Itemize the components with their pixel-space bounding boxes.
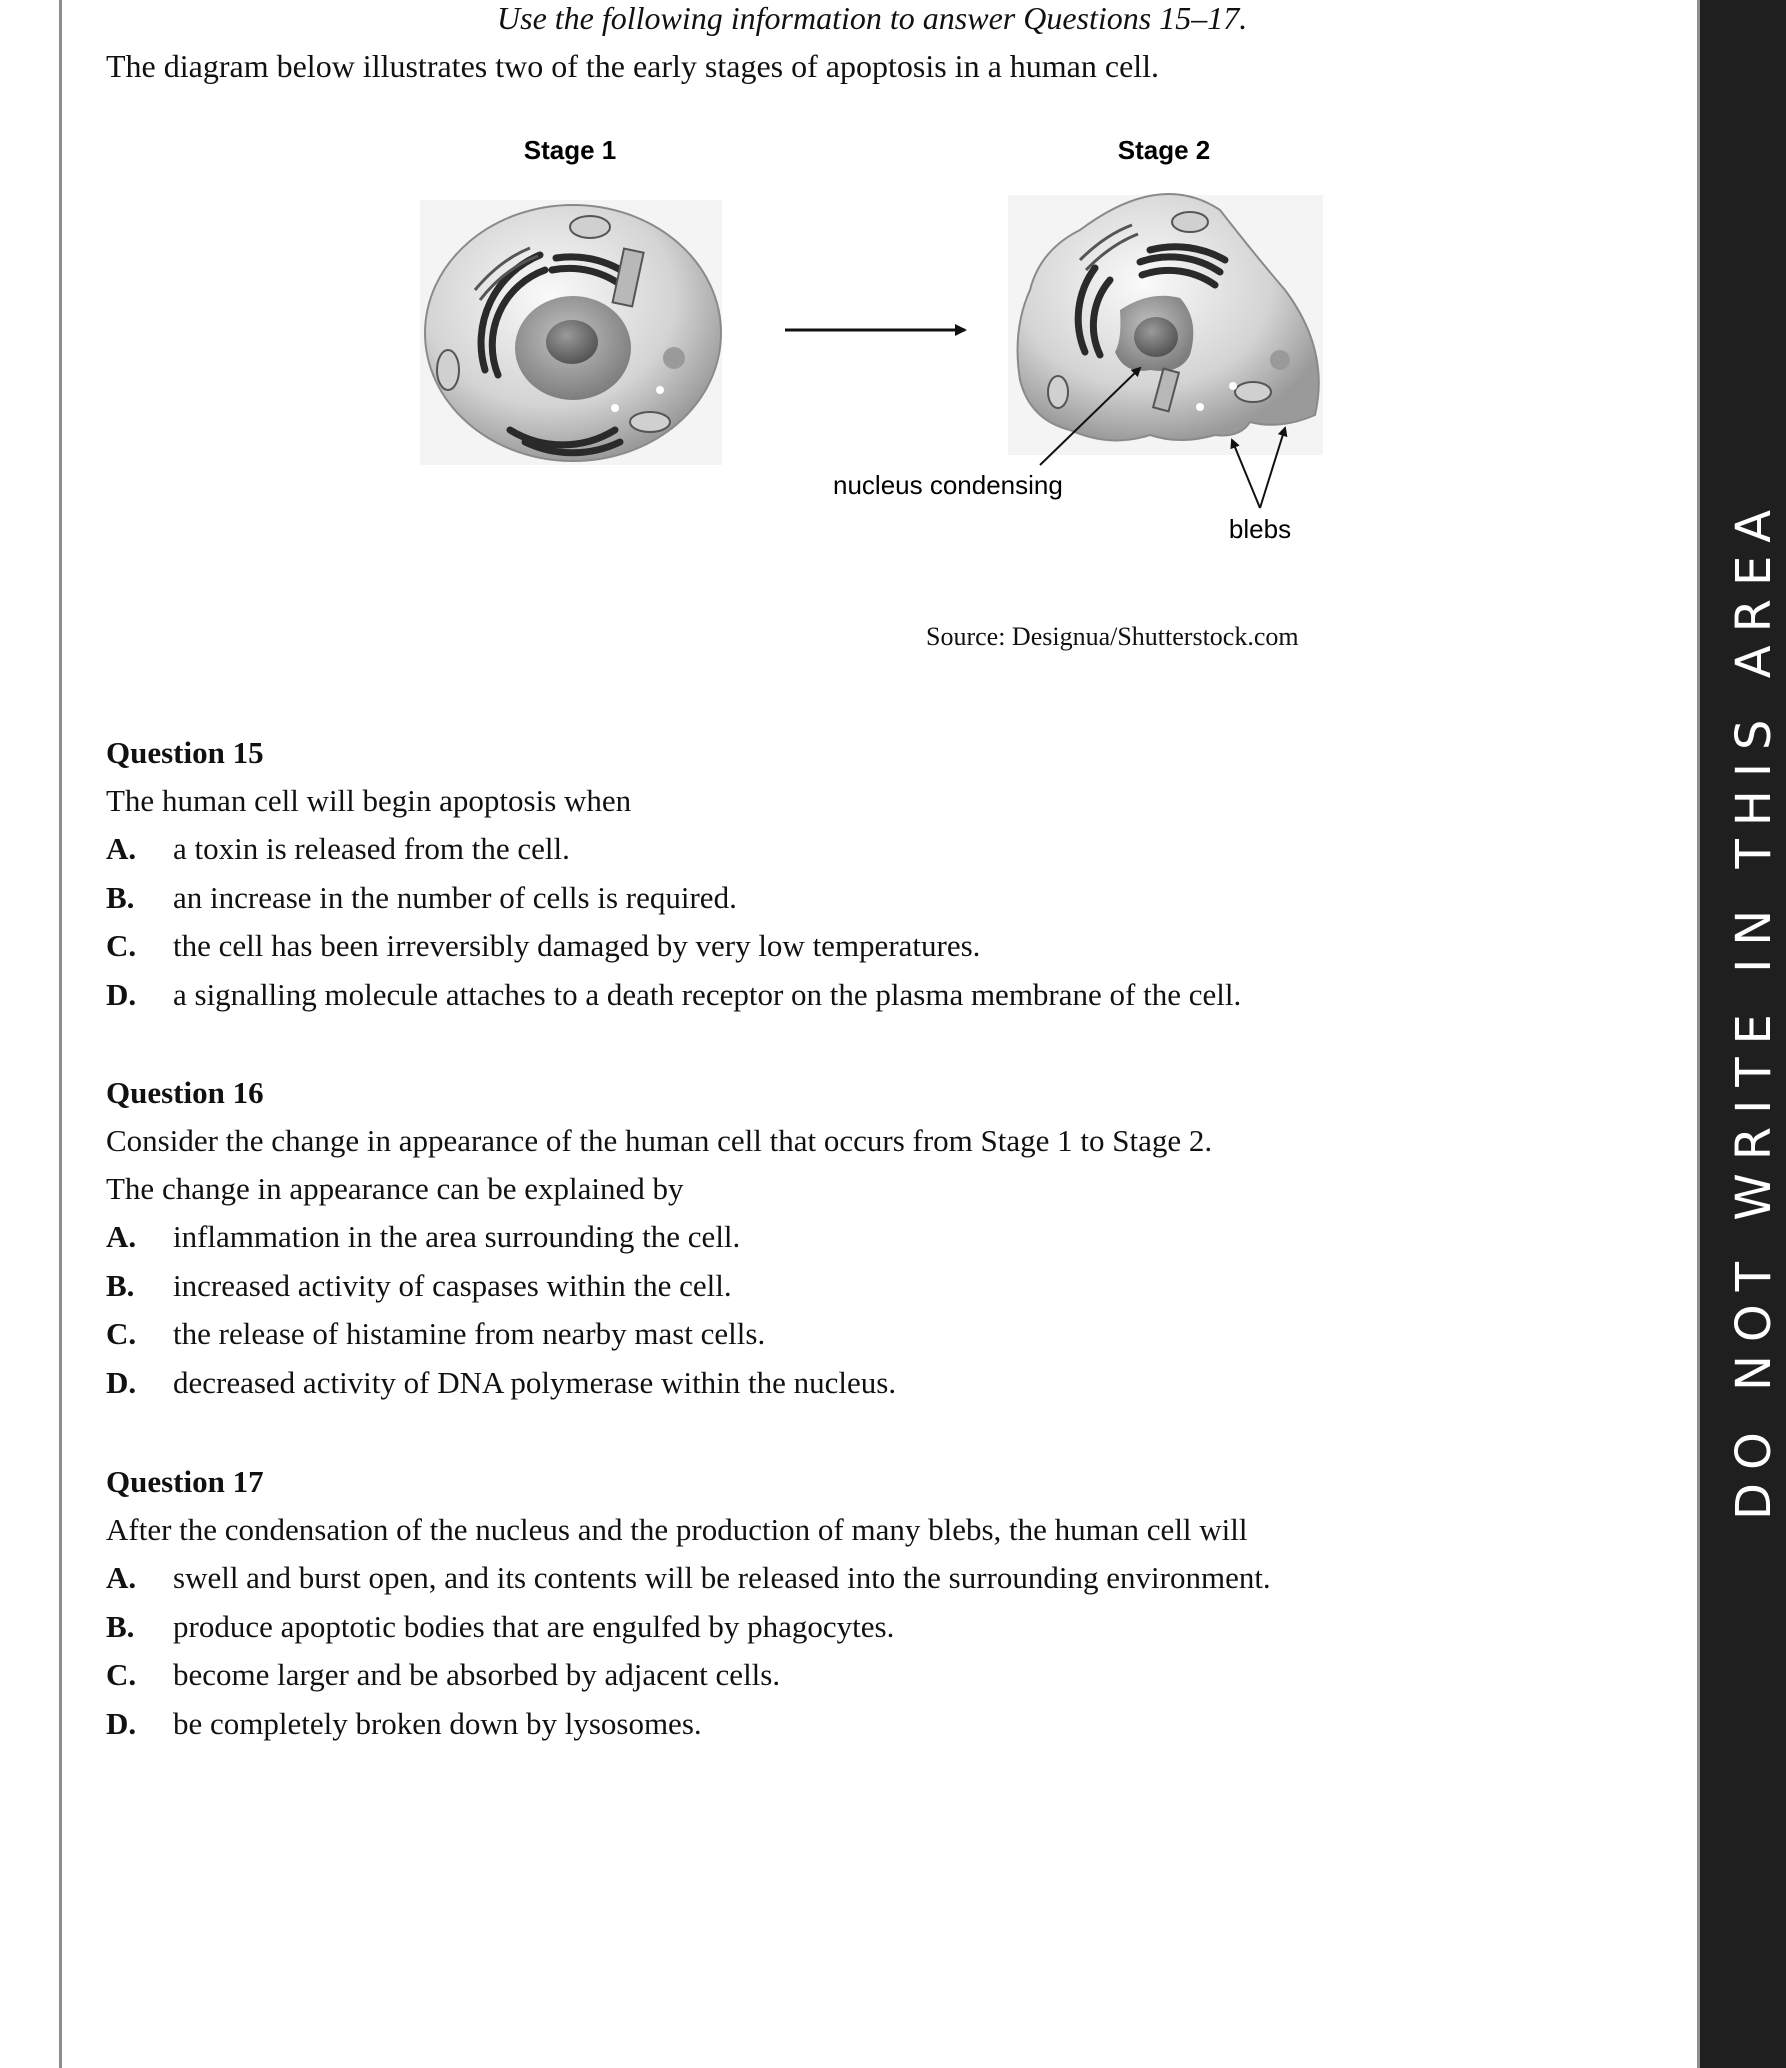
option-text: inflammation in the area surrounding the cell. <box>173 1219 741 1254</box>
option-letter: B. <box>106 1608 135 1644</box>
option-b <box>106 1603 1271 1652</box>
option-letter: B. <box>106 1267 135 1303</box>
option-letter: C. <box>106 1657 137 1692</box>
option-letter: A. <box>106 1219 137 1254</box>
question-heading: Question 17 <box>106 1464 264 1499</box>
question-heading: Question 15 <box>106 735 264 770</box>
option-letter: A. <box>106 831 137 866</box>
question-stem: Consider the change in appearance of the human cell that occurs from Stage 1 to Stage 2. <box>106 1123 1213 1158</box>
option-c <box>106 1310 1212 1359</box>
option-d <box>106 971 1241 1020</box>
option-letter: D. <box>106 976 137 1012</box>
apoptosis-diagram <box>380 130 1360 560</box>
image-source: Source: Designua/Shutterstock.com <box>926 622 1299 651</box>
option-letter: B. <box>106 879 135 915</box>
intro-text: The diagram below illustrates two of the early stages of apoptosis in a human cell. <box>106 48 1160 84</box>
option-d <box>106 1700 1271 1749</box>
option-a <box>106 1213 1212 1262</box>
option-d <box>106 1359 1212 1408</box>
question-stem: After the condensation of the nucleus and the production of many blebs, the human cell will <box>106 1512 1248 1547</box>
question-stem: The change in appearance can be explained by <box>106 1171 684 1206</box>
option-letter: C. <box>106 928 137 963</box>
option-text: decreased activity of DNA polymerase within the nucleus. <box>173 1364 897 1400</box>
option-text: become larger and be absorbed by adjacent cells. <box>173 1657 781 1692</box>
instruction-text: Use the following information to answer Questions 15–17. <box>497 0 1248 36</box>
question-stem: The human cell will begin apoptosis when <box>106 783 632 818</box>
option-letter: D. <box>106 1364 137 1400</box>
option-c <box>106 1651 1271 1700</box>
option-text: produce apoptotic bodies that are engulfed by phagocytes. <box>173 1608 895 1644</box>
option-text: a toxin is released from the cell. <box>173 831 570 866</box>
option-text: increased activity of caspases within the cell. <box>173 1267 732 1303</box>
option-b <box>106 1262 1212 1311</box>
option-text: a signalling molecule attaches to a death receptor on the plasma membrane of the cell. <box>173 976 1242 1012</box>
option-letter: C. <box>106 1316 137 1351</box>
question-16 <box>106 1069 1212 1407</box>
stage2-label: Stage 2 <box>1117 135 1211 165</box>
margin-notice: DO NOT WRITE IN THIS AREA <box>1726 496 1782 1520</box>
stage1-cell <box>420 200 722 465</box>
option-a <box>106 825 1241 874</box>
option-b <box>106 874 1241 923</box>
stage2-cell <box>1008 194 1323 455</box>
option-text: the release of histamine from nearby mast cells. <box>173 1316 766 1351</box>
question-heading: Question 16 <box>106 1075 264 1110</box>
option-text: swell and burst open, and its contents will be released into the surrounding environment. <box>173 1560 1271 1595</box>
option-letter: A. <box>106 1560 137 1595</box>
nucleus-condensing-label: nucleus condensing <box>833 470 1063 500</box>
option-text: an increase in the number of cells is required. <box>173 879 737 915</box>
left-margin-rule <box>59 0 62 2068</box>
option-text: the cell has been irreversibly damaged by very low temperatures. <box>173 928 981 963</box>
question-15 <box>106 729 1241 1019</box>
question-17 <box>106 1458 1271 1748</box>
option-text: be completely broken down by lysosomes. <box>173 1705 702 1741</box>
blebs-label: blebs <box>1228 514 1292 544</box>
option-letter: D. <box>106 1705 137 1741</box>
option-c <box>106 922 1241 971</box>
option-a <box>106 1554 1271 1603</box>
stage1-label: Stage 1 <box>523 135 617 165</box>
